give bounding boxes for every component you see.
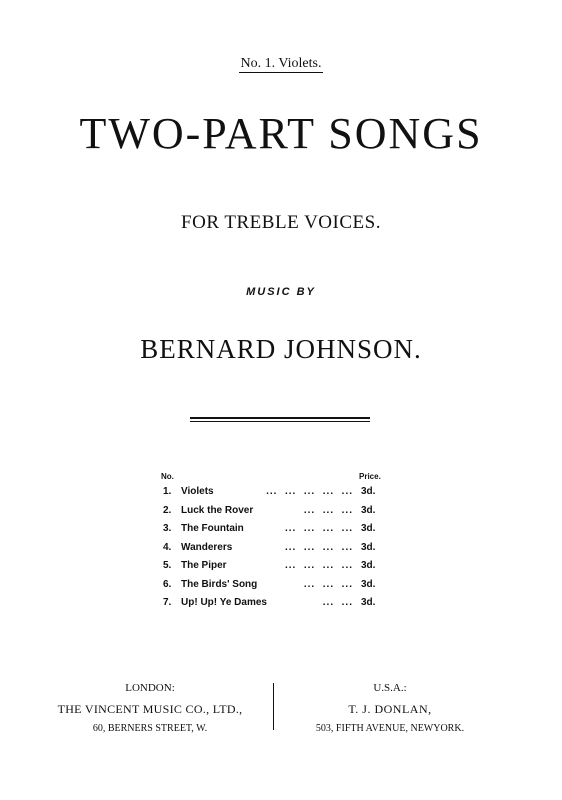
item-price: 3d. <box>361 560 376 571</box>
subtitle: FOR TREBLE VOICES. <box>181 212 381 233</box>
item-number: 1. <box>163 486 172 497</box>
footer-divider <box>273 683 274 730</box>
item-title: The Birds' Song <box>181 579 261 590</box>
item-price: 3d. <box>361 597 376 608</box>
footer-london-address: 60, BERNERS STREET, W. <box>92 723 208 734</box>
item-price: 3d. <box>361 523 376 534</box>
footer-usa-address: 503, FIFTH AVENUE, NEWYORK. <box>315 723 465 734</box>
leader-dots: ... ... ... <box>303 578 353 590</box>
list-item <box>153 523 393 542</box>
footer-london-city: LONDON: <box>125 682 175 694</box>
item-number: 4. <box>163 541 172 553</box>
item-price: 3d. <box>361 541 376 553</box>
item-title: The Fountain <box>181 523 248 534</box>
item-number: 2. <box>163 504 172 516</box>
item-number: 5. <box>163 560 172 571</box>
leader-dots: ... ... ... <box>303 504 353 516</box>
divider-rule-bottom <box>190 421 370 422</box>
column-header-no: No. <box>161 472 174 481</box>
item-title: Violets <box>181 486 218 497</box>
item-price: 3d. <box>361 504 376 516</box>
series-label: No. 1. Violets. <box>240 56 322 71</box>
item-title: Wanderers <box>181 542 236 553</box>
list-item <box>153 505 393 524</box>
item-number: 7. <box>163 597 172 608</box>
leader-dots: ... ... ... ... <box>284 560 353 571</box>
list-item <box>153 560 393 579</box>
leader-dots: ... ... ... ... <box>284 541 353 553</box>
list-item <box>153 542 393 561</box>
leader-dots: ... ... ... ... ... <box>266 486 353 497</box>
item-number: 3. <box>163 523 172 534</box>
credit-label: MUSIC BY <box>246 286 316 298</box>
leader-dots: ... ... ... ... <box>284 523 353 534</box>
column-header-price: Price. <box>359 472 381 481</box>
composer-name: BERNARD JOHNSON. <box>140 334 422 364</box>
footer-usa-country: U.S.A.: <box>373 682 407 694</box>
list-item <box>153 597 393 616</box>
item-title: Up! Up! Ye Dames <box>181 597 271 608</box>
item-price: 3d. <box>361 486 376 497</box>
footer-usa-publisher: T. J. DONLAN, <box>348 702 432 716</box>
footer-london-publisher: THE VINCENT MUSIC CO., LTD., <box>57 702 243 716</box>
list-item <box>153 579 393 598</box>
main-title: TWO-PART SONGS <box>79 109 483 158</box>
item-title: The Piper <box>181 560 231 571</box>
song-list <box>153 472 393 616</box>
item-price: 3d. <box>361 578 376 590</box>
divider-rule-top <box>190 417 370 419</box>
item-number: 6. <box>163 578 172 590</box>
item-title: Luck the Rover <box>181 505 257 516</box>
list-item <box>153 486 393 505</box>
leader-dots: ... ... <box>322 597 353 608</box>
song-list-header <box>153 472 393 486</box>
